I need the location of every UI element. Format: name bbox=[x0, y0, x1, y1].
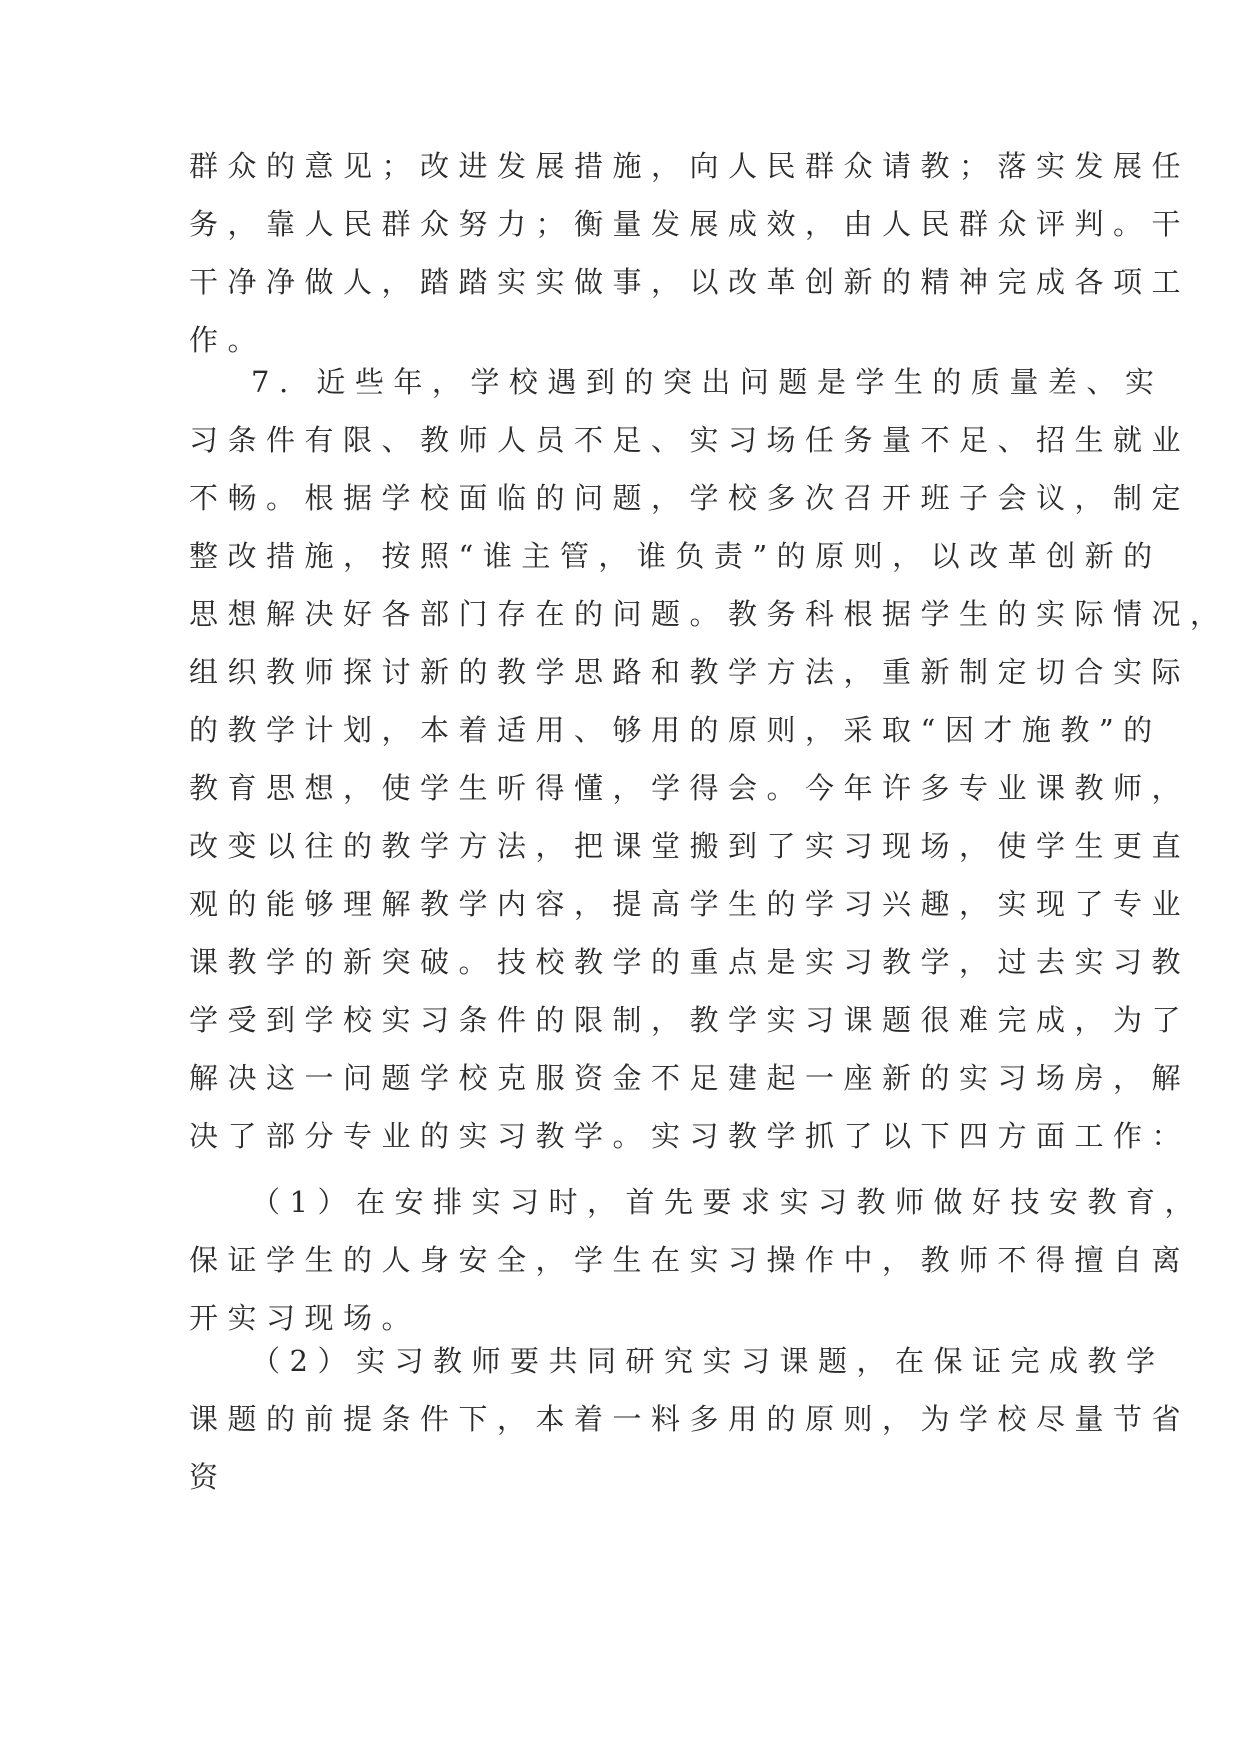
text-line: （2）实习教师要共同研究实习课题，在保证完成教学 bbox=[251, 1344, 1165, 1378]
text-line: 决了部分专业的实习教学。实习教学抓了以下四方面工作： bbox=[189, 1119, 1191, 1153]
text-line: 作。 bbox=[189, 323, 267, 357]
text-line: 习条件有限、教师人员不足、实习场任务量不足、招生就业 bbox=[189, 423, 1191, 457]
text-line: 开实习现场。 bbox=[189, 1301, 421, 1335]
text-line: 整改措施，按照“谁主管，谁负责”的原则，以改革创新的 bbox=[189, 539, 1162, 573]
paragraph-2 bbox=[189, 353, 1229, 1165]
text-line: 思想解决好各部门存在的问题。教务科根据学生的实际情况， bbox=[189, 597, 1229, 631]
text-line: 不畅。根据学校面临的问题，学校多次召开班子会议，制定 bbox=[189, 481, 1191, 515]
text-line: 的教学计划，本着适用、够用的原则，采取“因才施教”的 bbox=[189, 713, 1162, 747]
text-line: 课教学的新突破。技校教学的重点是实习教学，过去实习教 bbox=[189, 945, 1191, 979]
paragraph-1 bbox=[189, 137, 1191, 369]
paragraph-3 bbox=[189, 1173, 1203, 1347]
text-line: 保证学生的人身安全，学生在实习操作中，教师不得擅自离 bbox=[189, 1243, 1191, 1277]
text-line: 解决这一问题学校克服资金不足建起一座新的实习场房，解 bbox=[189, 1061, 1191, 1095]
text-line: 干净净做人，踏踏实实做事，以改革创新的精神完成各项工 bbox=[189, 265, 1191, 299]
text-line: （1）在安排实习时，首先要求实习教师做好技安教育， bbox=[251, 1185, 1203, 1219]
text-line: 改变以往的教学方法，把课堂搬到了实习现场，使学生更直 bbox=[189, 829, 1191, 863]
text-line: 教育思想，使学生听得懂，学得会。今年许多专业课教师， bbox=[189, 771, 1191, 805]
text-line: 资 bbox=[189, 1460, 228, 1494]
text-line: 务，靠人民群众努力；衡量发展成效，由人民群众评判。干 bbox=[189, 207, 1191, 241]
paragraph-4 bbox=[189, 1332, 1191, 1506]
text-line: 课题的前提条件下，本着一料多用的原则，为学校尽量节省 bbox=[189, 1402, 1191, 1436]
text-line: 群众的意见；改进发展措施，向人民群众请教；落实发展任 bbox=[189, 149, 1191, 183]
text-line: 学受到学校实习条件的限制，教学实习课题很难完成，为了 bbox=[189, 1003, 1191, 1037]
text-line: 7. 近些年，学校遇到的突出问题是学生的质量差、实 bbox=[251, 365, 1164, 399]
text-line: 组织教师探讨新的教学思路和教学方法，重新制定切合实际 bbox=[189, 655, 1191, 689]
text-line: 观的能够理解教学内容，提高学生的学习兴趣，实现了专业 bbox=[189, 887, 1191, 921]
